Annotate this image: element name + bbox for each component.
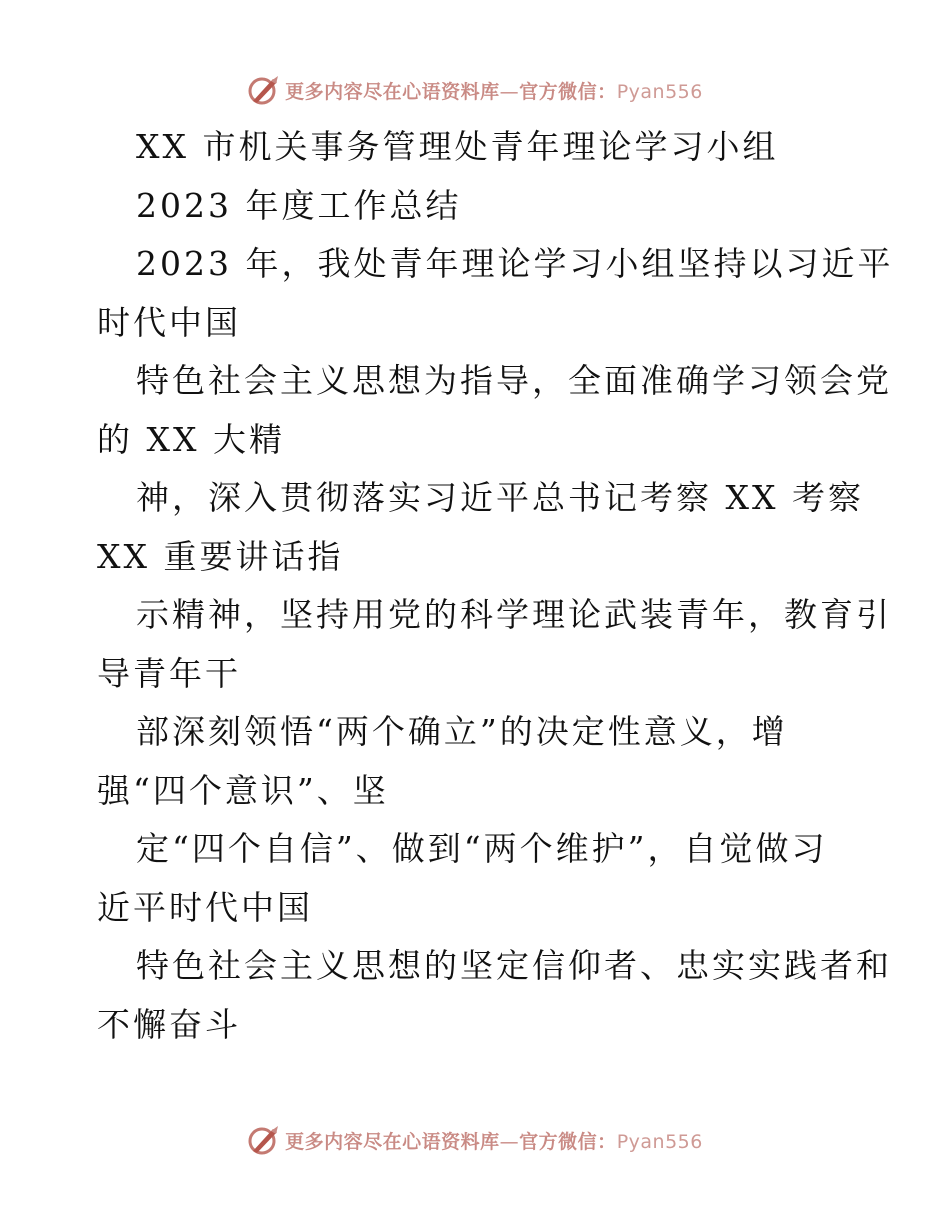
- banner-text: [285, 77, 703, 104]
- paragraph-line: 特色社会主义思想为指导，全面准确学习领会党: [136, 361, 892, 400]
- document-title-line: 2023 年度工作总结: [136, 185, 462, 225]
- document-title-line: XX 市机关事务管理处青年理论学习小组: [136, 127, 779, 166]
- banner-wechat-id: Pyan556: [616, 80, 703, 103]
- paragraph-line: 2023 年，我处青年理论学习小组坚持以习近平: [136, 244, 894, 283]
- paragraph-line: 神，深入贯彻落实习近平总书记考察 XX 考察: [136, 478, 864, 517]
- quill-pen-seal-icon: [247, 73, 281, 107]
- paragraph-line: XX 重要讲话指: [97, 536, 344, 576]
- paragraph-line: 部深刻领悟“两个确立”的决定性意义，增: [136, 712, 788, 751]
- banner-text: [285, 1127, 703, 1154]
- paragraph-line: 的 XX 大精: [97, 419, 285, 459]
- document-body: [97, 118, 894, 1054]
- banner-wechat-label: 官方微信：: [519, 80, 617, 103]
- banner-separator: —: [499, 1130, 520, 1153]
- footer-banner: [0, 1120, 950, 1160]
- paragraph-line: 不懈奋斗: [97, 1004, 241, 1044]
- paragraph-line: 定“四个自信”、做到“两个维护”，自觉做习: [136, 829, 828, 868]
- banner-main-text: 更多内容尽在心语资料库: [285, 1130, 500, 1153]
- paragraph-line: 特色社会主义思想的坚定信仰者、忠实实践者和: [136, 946, 892, 985]
- banner-main-text: 更多内容尽在心语资料库: [285, 80, 500, 103]
- paragraph-line: 近平时代中国: [97, 887, 313, 927]
- banner-wechat-id: Pyan556: [616, 1130, 703, 1153]
- paragraph-line: 示精神，坚持用党的科学理论武装青年，教育引: [136, 595, 892, 634]
- banner-separator: —: [499, 80, 520, 103]
- banner-wechat-label: 官方微信：: [519, 1130, 617, 1153]
- quill-pen-seal-icon: [247, 1123, 281, 1157]
- header-banner: [0, 70, 950, 110]
- paragraph-line: 时代中国: [97, 302, 241, 342]
- paragraph-line: 导青年干: [97, 653, 241, 693]
- paragraph-line: 强“四个意识”、坚: [97, 770, 389, 810]
